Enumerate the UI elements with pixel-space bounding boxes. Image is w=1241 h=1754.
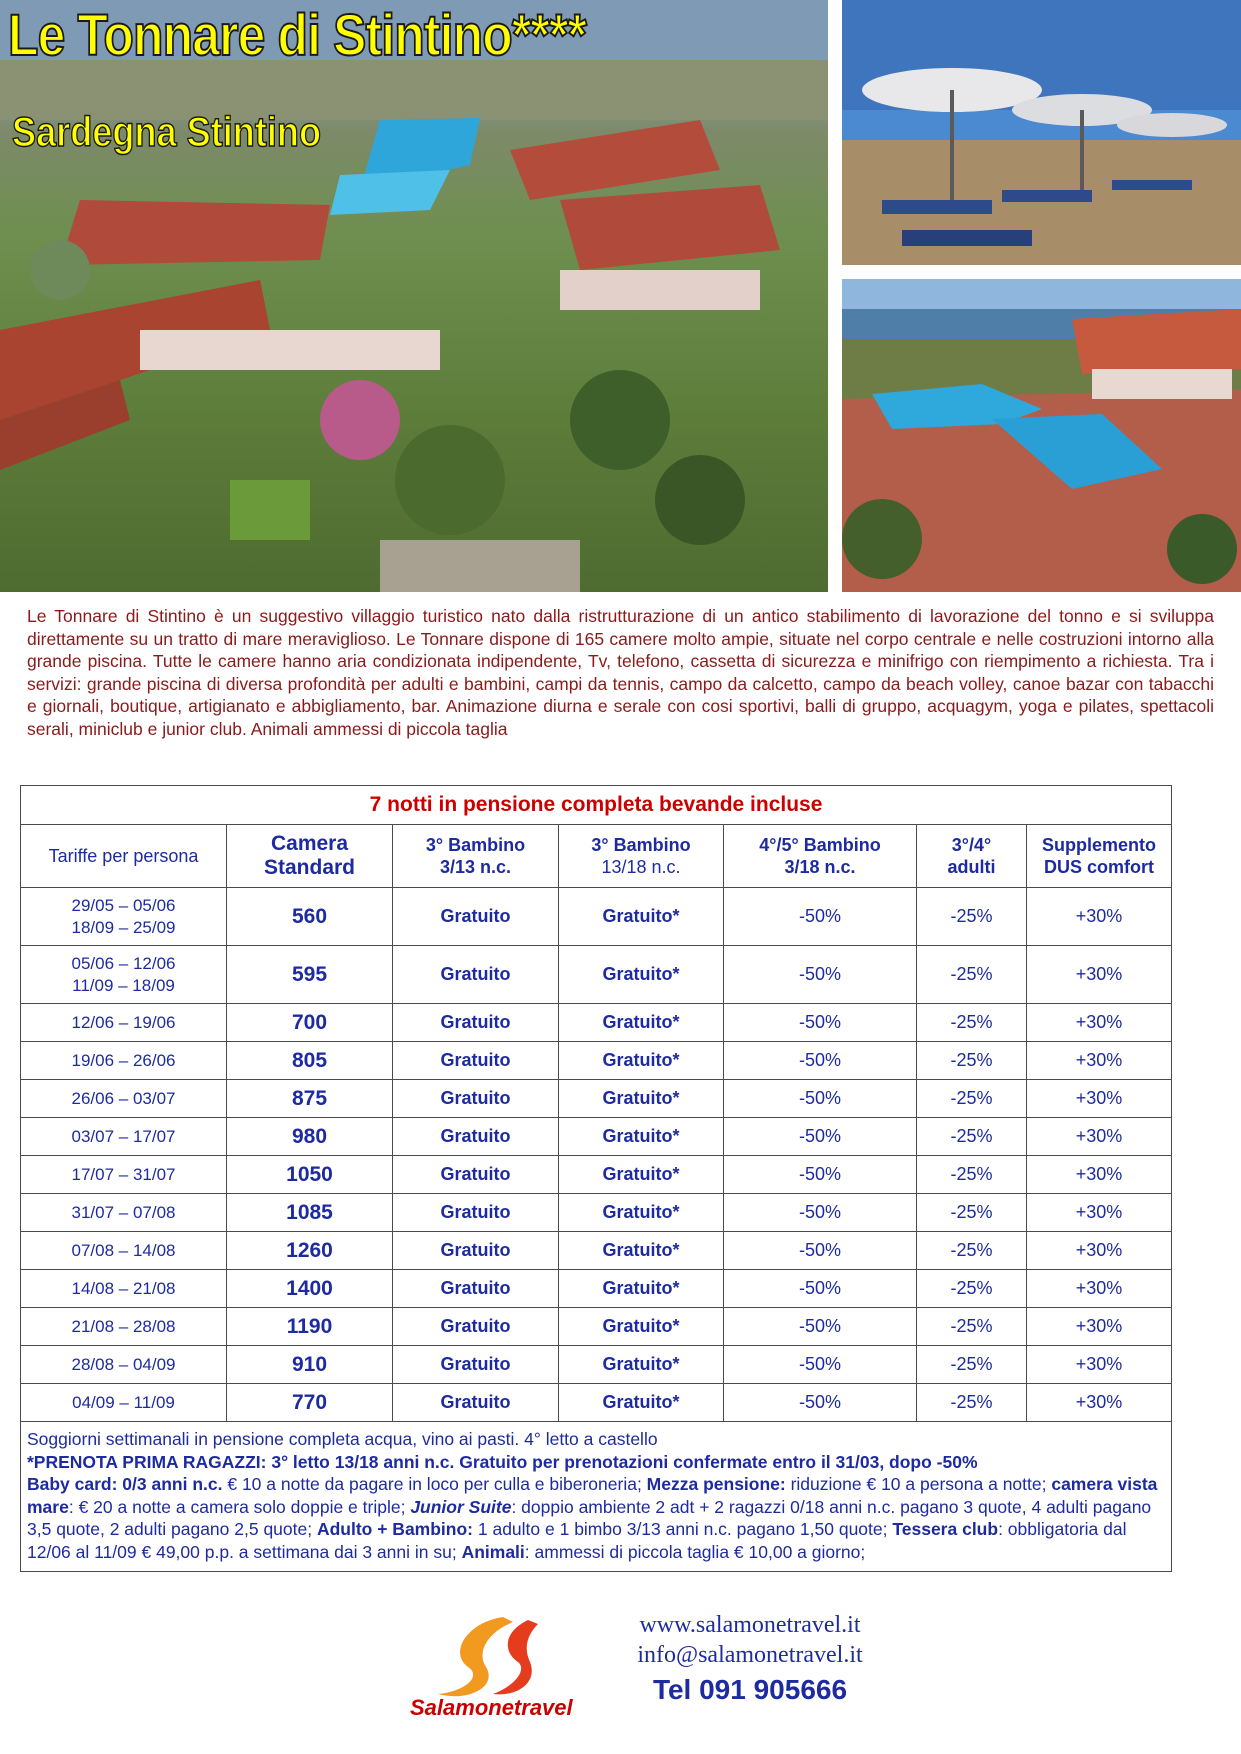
resort-aerial-photo — [0, 0, 828, 592]
page-title: Le Tonnare di Stintino**** — [8, 3, 587, 68]
logo-swirl-icon — [408, 1612, 578, 1702]
table-row: 04/09 – 11/09 770 Gratuito Gratuito* -50% -25% +30% — [21, 1384, 1172, 1422]
table-row: 05/06 – 12/06 11/09 – 18/09 595 Gratuito Gratuito* -50% -25% +30% — [21, 946, 1172, 1004]
table-row: 19/06 – 26/06 805 Gratuito Gratuito* -50% -25% +30% — [21, 1042, 1172, 1080]
table-row: 29/05 – 05/06 18/09 – 25/09 560 Gratuito Gratuito* -50% -25% +30% — [21, 888, 1172, 946]
price-table — [20, 785, 1172, 1572]
website-link[interactable]: www.salamonetravel.it — [639, 1612, 861, 1638]
header-child-4-5: 4°/5° Bambino 3/18 n.c. — [724, 825, 917, 888]
header-child-3-13: 3° Bambino 3/13 n.c. — [393, 825, 559, 888]
header-standard-room: Camera Standard — [227, 825, 393, 888]
table-notes: Soggiorni settimanali in pensione completa acqua, vino ai pasti. 4° letto a castello *PRENOTA PRIMA RAGAZZI: 3° letto 13/18 anni n.c. Gratuito per prenotazioni confermate entro il 31/03, dopo -50% Baby card: 0/3 anni n.c. € 10 a notte da pagare in loco per culla e biberoneria; Mezza pensione: riduzione € 10 a persona a notte; camera vista mare: € 20 a notte a camera solo doppie e triple; Junior Suite: doppio ambiente 2 adt + 2 ragazzi 0/18 anni n.c. pagano 3 quote, 4 adulti pagano 3,5 quote, 2 adulti pagano 2,5 quote; Adulto + Bambino: 1 adulto e 1 bimbo 3/13 anni n.c. pagano 1,50 quote; Tessera club: obbligatoria dal 12/06 al 11/09 € 49,00 p.p. a settimana dai 3 anni in su; Animali: ammessi di piccola taglia € 10,00 a giorno; — [21, 1422, 1172, 1572]
table-row: 28/08 – 04/09 910 Gratuito Gratuito* -50% -25% +30% — [21, 1346, 1172, 1384]
header-adults: 3°/4° adulti — [917, 825, 1027, 888]
header-supplement: Supplemento DUS comfort — [1027, 825, 1172, 888]
header-period: Tariffe per persona — [21, 825, 227, 888]
table-row: 21/08 – 28/08 1190 Gratuito Gratuito* -50% -25% +30% — [21, 1308, 1172, 1346]
beach-illustration — [842, 0, 1241, 265]
page-subtitle: Sardegna Stintino — [12, 108, 322, 155]
table-row: 26/06 – 03/07 875 Gratuito Gratuito* -50% -25% +30% — [21, 1080, 1172, 1118]
table-row: 03/07 – 17/07 980 Gratuito Gratuito* -50% -25% +30% — [21, 1118, 1172, 1156]
table-row: 31/07 – 07/08 1085 Gratuito Gratuito* -50% -25% +30% — [21, 1194, 1172, 1232]
brand-name: Salamonetravel — [410, 1695, 573, 1720]
table-caption: 7 notti in pensione completa bevande incluse — [21, 786, 1172, 825]
table-row: 07/08 – 14/08 1260 Gratuito Gratuito* -50% -25% +30% — [21, 1232, 1172, 1270]
contact-block — [600, 1610, 900, 1710]
beach-umbrellas-photo — [842, 0, 1241, 265]
header-child-13-18: 3° Bambino 13/18 n.c. — [559, 825, 724, 888]
pool-illustration — [842, 279, 1241, 592]
table-row: 17/07 – 31/07 1050 Gratuito Gratuito* -50% -25% +30% — [21, 1156, 1172, 1194]
email-link[interactable]: info@salamonetravel.it — [637, 1642, 863, 1668]
resort-description: Le Tonnare di Stintino è un suggestivo villaggio turistico nato dalla ristrutturazione di un antico stabilimento di lavorazione del tonno e si sviluppa direttamente su un tratto di mare meraviglioso. Le Tonnare dispone di 165 camere molto ampie, situate nel corpo centrale e nelle costruzioni intorno alla grande piscina. Tutte le camere hanno aria condizionata indipendente, Tv, telefono, cassetta di sicurezza e minifrigo con riempimento a richiesta. Tra i servizi: grande piscina di diversa profondità per adulti e bambini, campi da tennis, campo da calcetto, campo da beach volley, canoe bazar con tabacchi e giornali, boutique, artigianato e abbigliamento, bar. Animazione diurna e serale con cosi sportivi, balli di gruppo, acquagym, yoga e pilates, spettacoli serali, miniclub e junior club. Animali ammessi di piccola taglia — [27, 606, 1214, 739]
resort-aerial-illustration — [0, 0, 828, 592]
pool-aerial-photo — [842, 279, 1241, 592]
table-header-row — [21, 825, 1172, 888]
table-row: 12/06 – 19/06 700 Gratuito Gratuito* -50% -25% +30% — [21, 1004, 1172, 1042]
phone-number: Tel 091 905666 — [652, 1674, 848, 1705]
table-row: 14/08 – 21/08 1400 Gratuito Gratuito* -50% -25% +30% — [21, 1270, 1172, 1308]
